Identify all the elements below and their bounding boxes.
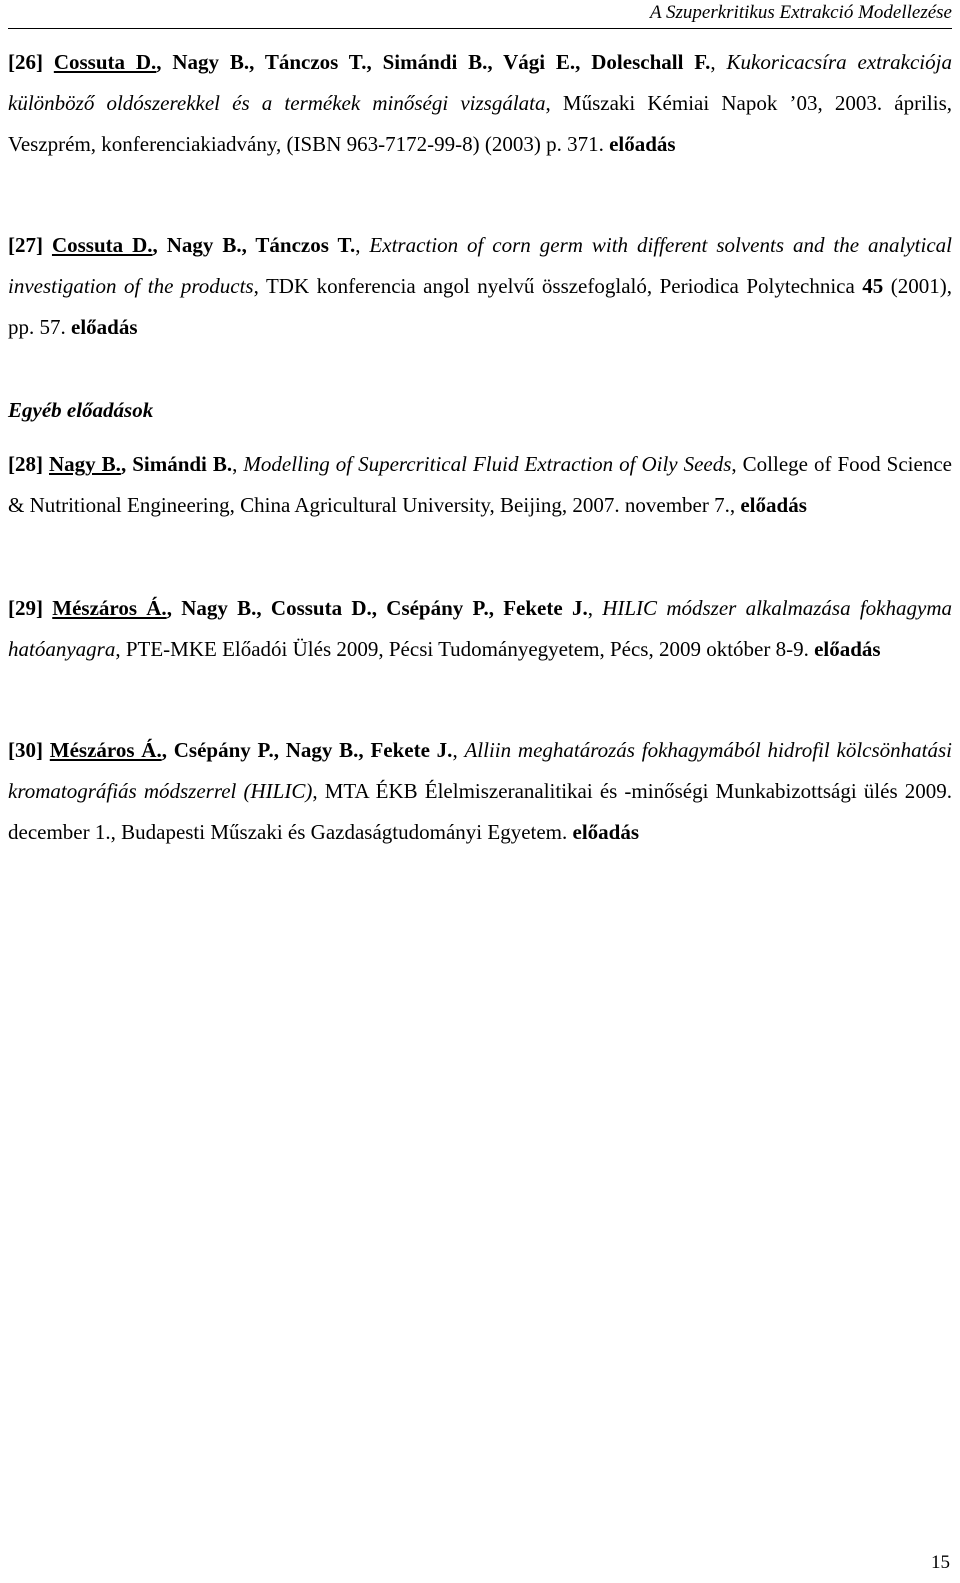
reference-authors: , Nagy B., Tánczos T. [152, 233, 356, 257]
reference-number: [28] [8, 452, 49, 476]
reference-first-author: Nagy B. [49, 452, 121, 476]
reference-first-author: Mészáros Á. [52, 596, 167, 620]
reference-type: előadás [609, 132, 676, 156]
reference-separator: , [710, 50, 727, 74]
reference-27 [8, 225, 952, 348]
reference-separator: , [232, 452, 244, 476]
reference-number: [26] [8, 50, 54, 74]
reference-type: előadás [71, 315, 138, 339]
reference-separator: , [587, 596, 603, 620]
reference-first-author: Cossuta D. [51, 233, 153, 257]
reference-venue: , TDK konferencia angol nyelvű összefoglaló, Periodica Polytechnica [253, 274, 863, 298]
reference-26 [8, 42, 952, 165]
running-header-title: A Szuperkritikus Extrakció Modellezése [650, 2, 952, 23]
reference-number: [29] [8, 596, 53, 620]
reference-separator: , [452, 738, 465, 762]
reference-number: [30] [8, 738, 50, 762]
reference-venue: , College of Food Science & Nutritional Engineering, China Agricultural University, Beijing, 2007. november 7., [8, 452, 952, 517]
reference-title: Alliin meghatározás fokhagymából hidrofil kölcsönhatási kromatográfiás módszerrel (HILIC) [8, 738, 952, 803]
reference-title: Extraction of corn germ with different solvents and the analytical investigation of the products [8, 233, 952, 298]
reference-venue: , MTA ÉKB Élelmiszeranalitikai és -minőségi Munkabizottsági ülés 2009. december 1., Budapesti Műszaki és Gazdaságtudományi Egyetem. [8, 779, 952, 844]
reference-title: HILIC módszer alkalmazása fokhagyma hatóanyagra [8, 596, 952, 661]
reference-separator: , [355, 233, 370, 257]
reference-28 [8, 444, 952, 526]
page-number: 15 [931, 1552, 950, 1573]
reference-authors: , Nagy B., Cossuta D., Csépány P., Fekete J. [166, 596, 588, 620]
reference-authors: , Simándi B. [120, 452, 233, 476]
reference-first-author: Mészáros Á. [49, 738, 162, 762]
reference-title: Modelling of Supercritical Fluid Extraction of Oily Seeds [243, 452, 732, 476]
reference-volume: 45 [862, 274, 884, 298]
reference-29 [8, 588, 952, 670]
reference-number: [27] [8, 233, 52, 257]
reference-venue-pages: (2001), pp. 57. [8, 274, 953, 339]
reference-type: előadás [814, 637, 881, 661]
reference-first-author: Cossuta D. [53, 50, 157, 74]
reference-authors: , Csépány P., Nagy B., Fekete J. [161, 738, 453, 762]
reference-type: előadás [572, 820, 640, 844]
reference-venue: , Műszaki Kémiai Napok ’03, 2003. április, Veszprém, konferenciakiadvány, (ISBN 963-7172-99-8) (2003) p. 371. [8, 91, 952, 156]
reference-title: Kukoricacsíra extrakciója különböző oldószerekkel és a termékek minőségi vizsgálata [8, 50, 952, 115]
running-header [8, 2, 952, 29]
reference-venue: , PTE-MKE Előadói Ülés 2009, Pécsi Tudományegyetem, Pécs, 2009 október 8-9. [115, 637, 815, 661]
reference-authors: , Nagy B., Tánczos T., Simándi B., Vági E., Doleschall F. [156, 50, 711, 74]
reference-type: előadás [740, 493, 807, 517]
section-heading: Egyéb előadások [8, 398, 154, 422]
reference-30 [8, 730, 952, 853]
